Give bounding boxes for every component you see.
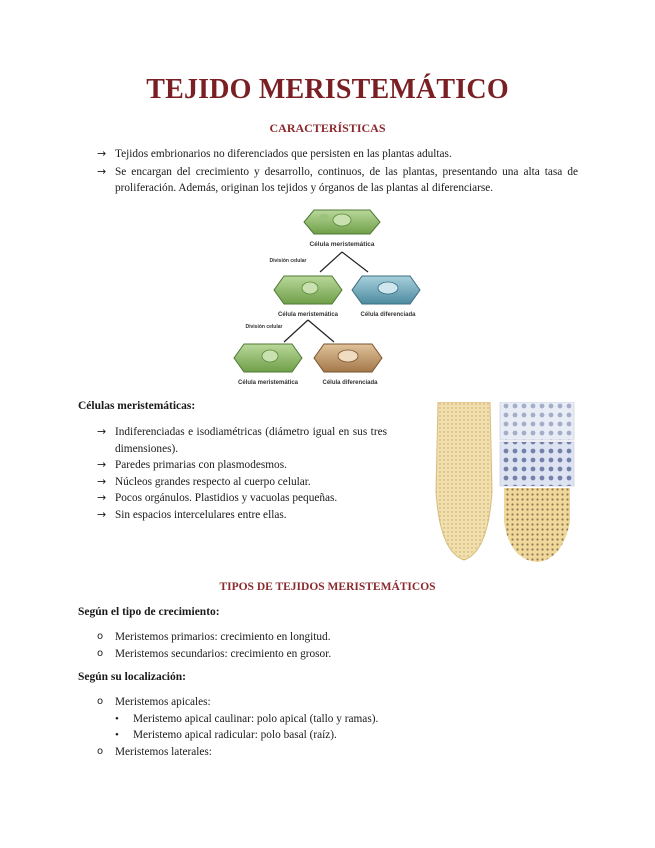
characteristics-list <box>97 146 578 197</box>
arrow-icon: → <box>97 458 107 471</box>
root-apex-stained-image <box>500 488 574 562</box>
differentiated-cell-brown <box>314 344 382 372</box>
list-item <box>97 424 387 457</box>
top-cell-label: Célula meristemática <box>309 241 375 248</box>
growth-heading: Según el tipo de crecimiento: <box>78 606 220 618</box>
cell-division-diagram <box>228 202 436 390</box>
dot-bullet-icon: • <box>115 729 119 741</box>
arrow-icon: → <box>97 474 107 488</box>
list-item-text: Meristemo apical radicular: polo basal (raíz). <box>133 729 337 741</box>
list-item-text: Indiferenciadas e isodiamétricas (diámetro igual en sus tres dimensiones). <box>115 426 387 455</box>
list-item-text: Se encargan del crecimiento y desarrollo, continuos, de las plantas, presentando una alta tasa de proliferación. Además, originan los tejidos y órganos de las plantas al diferenciarse. <box>115 165 578 194</box>
division-label-1: División celular <box>269 258 307 264</box>
cell-detail-image-top <box>500 402 574 440</box>
cells-list <box>97 424 387 523</box>
list-item-text: Tejidos embrionarios no diferenciados que persisten en las plantas adultas. <box>115 148 452 160</box>
arrow-icon: → <box>97 425 107 438</box>
list-item-text: Meristemos primarios: crecimiento en longitud. <box>115 631 331 643</box>
list-item <box>97 744 577 761</box>
location-heading: Según su localización: <box>78 671 186 683</box>
list-item-text: Paredes primarias con plasmodesmos. <box>115 459 287 471</box>
circle-bullet-icon: o <box>97 647 104 659</box>
list-item-text: Meristemos laterales: <box>115 745 212 758</box>
mid-left-label: Célula meristemática <box>277 312 339 318</box>
page-title: TEJIDO MERISTEMÁTICO <box>146 74 509 105</box>
characteristics-subtitle: CARACTERÍSTICAS <box>269 121 386 135</box>
list-item-text: Pocos orgánulos. Plastidios y vacuolas pequeñas. <box>115 492 338 504</box>
root-tip-micrographs <box>430 402 576 562</box>
arrow-icon: → <box>97 147 107 160</box>
list-item-text: Núcleos grandes respecto al cuerpo celular. <box>115 475 311 488</box>
list-item <box>97 490 387 507</box>
list-item-text: Meristemos secundarios: crecimiento en grosor. <box>115 647 332 660</box>
list-item-text: Meristemos apicales: <box>115 696 211 708</box>
circle-bullet-icon: o <box>97 696 104 707</box>
root-tip-longitudinal-image <box>436 402 492 560</box>
list-item <box>97 629 577 646</box>
list-item <box>97 694 577 744</box>
location-list <box>97 694 577 760</box>
list-item <box>97 146 578 163</box>
dot-bullet-icon: • <box>115 712 119 725</box>
list-item-text: Sin espacios intercelulares entre ellas. <box>115 508 287 521</box>
differentiated-cell-blue <box>352 276 420 304</box>
list-item <box>97 646 577 663</box>
arrow-icon: → <box>97 507 107 521</box>
arrow-icon: → <box>97 491 107 504</box>
mid-right-label: Célula diferenciada <box>360 312 416 318</box>
circle-bullet-icon: o <box>97 745 104 757</box>
meristematic-cell-middle <box>274 276 342 304</box>
list-item <box>97 507 387 524</box>
circle-bullet-icon: o <box>97 631 104 642</box>
cells-heading: Células meristemáticas: <box>78 400 196 412</box>
list-item <box>97 164 578 197</box>
division-label-2: División celular <box>245 324 283 330</box>
cell-detail-image-middle <box>500 442 574 486</box>
meristematic-cell-top <box>304 210 380 234</box>
list-item <box>97 457 387 474</box>
types-title: TIPOS DE TEJIDOS MERISTEMÁTICOS <box>219 581 436 593</box>
apical-sublist <box>115 711 577 744</box>
meristematic-cell-bottom <box>234 344 302 372</box>
list-item <box>97 474 387 491</box>
bottom-left-label: Célula meristemática <box>237 380 299 386</box>
list-item-text: Meristemo apical caulinar: polo apical (tallo y ramas). <box>133 712 379 725</box>
arrow-icon: → <box>97 164 107 178</box>
bottom-right-label: Célula diferenciada <box>322 380 378 386</box>
growth-list <box>97 629 577 662</box>
list-item <box>115 711 577 728</box>
list-item <box>115 727 577 744</box>
